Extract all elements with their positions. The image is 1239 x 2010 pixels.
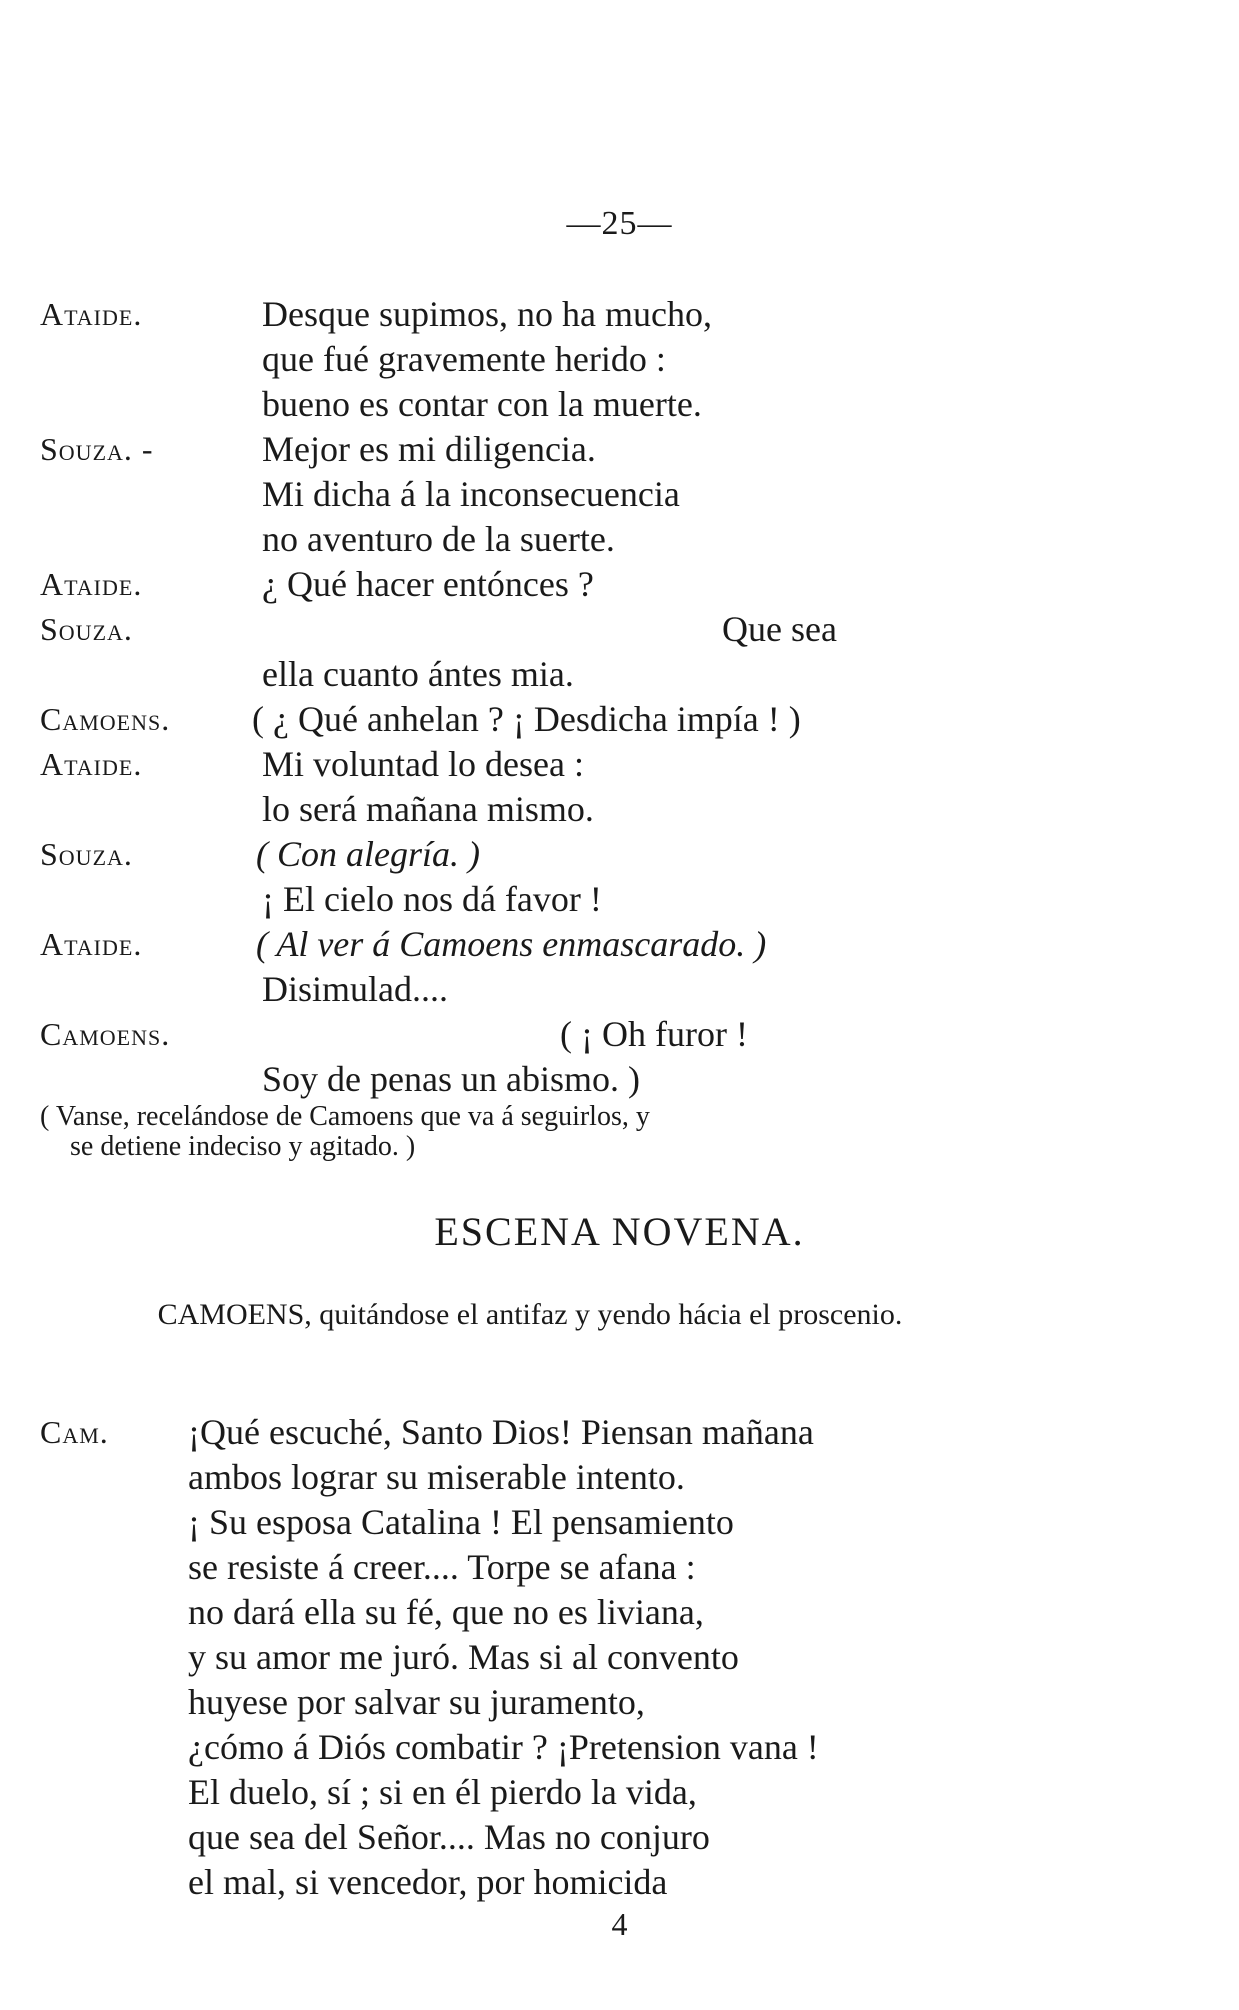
verse-line: Mi voluntad lo desea :: [262, 744, 584, 784]
speaker-souza: Souza. -: [40, 431, 154, 467]
stage-direction-line: se detiene indeciso y agitado. ): [70, 1131, 416, 1162]
verse-line: lo será mañana mismo.: [262, 789, 594, 829]
verse-line: ¡ Su esposa Catalina ! El pensamiento: [188, 1502, 734, 1542]
verse-line: ¡Qué escuché, Santo Dios! Piensan mañana: [188, 1412, 814, 1452]
verse-line: el mal, si vencedor, por homicida: [188, 1862, 668, 1902]
verse-line: Que sea: [722, 609, 837, 649]
stage-direction-line: ( Vanse, recelándose de Camoens que va á seguirlos, y: [40, 1101, 650, 1132]
verse-line: bueno es contar con la muerte.: [262, 384, 702, 424]
verse-line: ¡ El cielo nos dá favor !: [262, 879, 602, 919]
verse-line: Soy de penas un abismo. ): [262, 1059, 640, 1099]
speaker-ataide: Ataide.: [40, 296, 143, 332]
stage-aside: ( Con alegría. ): [256, 834, 480, 874]
verse-line: Desque supimos, no ha mucho,: [262, 294, 712, 334]
speaker-ataide: Ataide.: [40, 746, 143, 782]
verse-line: que fué gravemente herido :: [262, 339, 666, 379]
verse-line: ( ¡ Oh furor !: [560, 1014, 748, 1054]
verse-line: El duelo, sí ; si en él pierdo la vida,: [188, 1772, 697, 1812]
verse-line: Mejor es mi diligencia.: [262, 429, 596, 469]
verse-line: ella cuanto ántes mia.: [262, 654, 574, 694]
verse-line: y su amor me juró. Mas si al convento: [188, 1637, 739, 1677]
signature-mark: 4: [611, 1906, 628, 1942]
speaker-ataide: Ataide.: [40, 566, 143, 602]
verse-line: se resiste á creer.... Torpe se afana :: [188, 1547, 696, 1587]
scene-description: CAMOENS, quitándose el antifaz y yendo hácia el proscenio.: [157, 1298, 903, 1331]
verse-line: no aventuro de la suerte.: [262, 519, 615, 559]
speaker-ataide: Ataide.: [40, 926, 143, 962]
speaker-souza: Souza.: [40, 836, 133, 872]
scene-heading: ESCENA NOVENA.: [434, 1209, 805, 1254]
verse-line: Mi dicha á la inconsecuencia: [262, 474, 680, 514]
speaker-cam: Cam.: [40, 1414, 109, 1450]
verse-line: no dará ella su fé, que no es liviana,: [188, 1592, 704, 1632]
speaker-camoens: Camoens.: [40, 701, 171, 737]
verse-line: ( ¿ Qué anhelan ? ¡ Desdicha impía ! ): [252, 699, 801, 739]
verse-line: ¿ Qué hacer entónces ?: [262, 564, 594, 604]
speaker-camoens: Camoens.: [40, 1016, 171, 1052]
verse-line: que sea del Señor.... Mas no conjuro: [188, 1817, 710, 1857]
verse-line: huyese por salvar su juramento,: [188, 1682, 645, 1722]
page-number: —25—: [566, 205, 673, 242]
verse-line: ¿cómo á Diós combatir ? ¡Pretension vana !: [188, 1727, 819, 1767]
verse-line: Disimulad....: [262, 969, 448, 1009]
speaker-souza: Souza.: [40, 611, 133, 647]
verse-line: ambos lograr su miserable intento.: [188, 1457, 685, 1497]
stage-aside: ( Al ver á Camoens enmascarado. ): [256, 924, 767, 964]
